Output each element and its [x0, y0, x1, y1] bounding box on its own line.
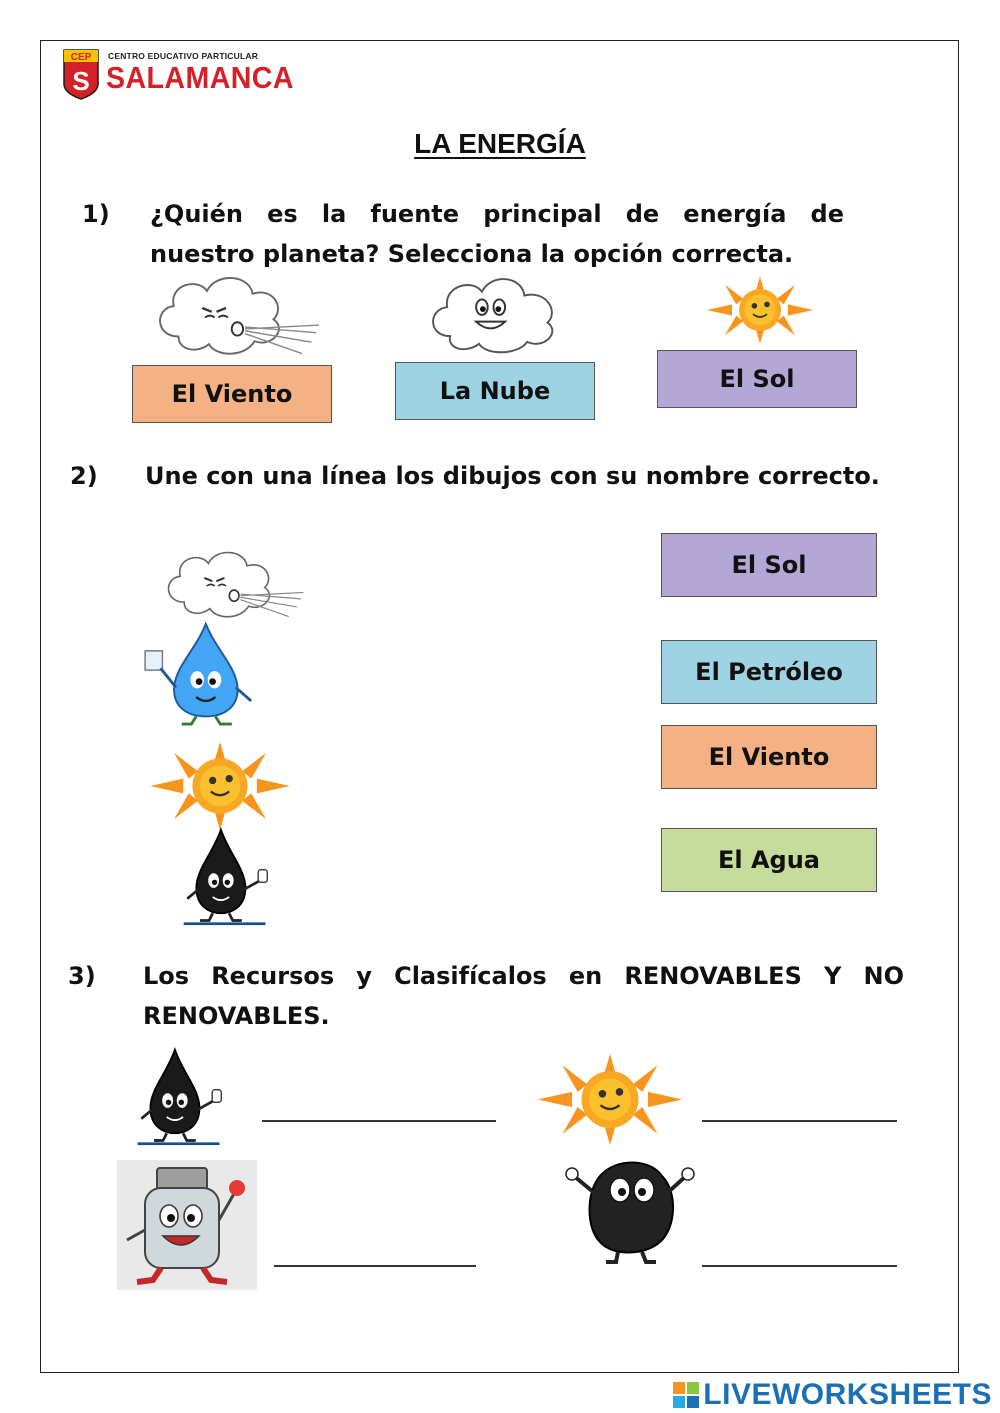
- q1-option-sol[interactable]: El Sol: [657, 350, 857, 408]
- answer-blank-sun[interactable]: [702, 1120, 897, 1122]
- answer-blank-oil[interactable]: [262, 1120, 496, 1122]
- liveworksheets-brand[interactable]: [673, 1378, 992, 1412]
- sun-icon: [530, 1052, 690, 1147]
- q2-label-viento[interactable]: El Viento: [661, 725, 877, 789]
- question-1-text: ¿Quién es la fuente principal de energía de nuestro planeta? Selecciona la opción correcta.: [150, 200, 844, 268]
- question-1: [82, 194, 844, 274]
- water-drop-icon: [142, 620, 260, 726]
- sun-icon: [140, 740, 300, 832]
- q1-option-viento[interactable]: El Viento: [132, 365, 332, 423]
- page-title: LA ENERGÍA: [414, 128, 586, 159]
- oil-drop-icon: [180, 826, 280, 926]
- question-2-text: Une con una línea los dibujos con su nombre correcto.: [145, 462, 880, 490]
- wind-cloud-icon: [148, 270, 323, 365]
- liveworksheets-logo-icon: [673, 1382, 699, 1408]
- q2-label-petroleo[interactable]: El Petróleo: [661, 640, 877, 704]
- q2-label-sol[interactable]: El Sol: [661, 533, 877, 597]
- coal-icon: [560, 1146, 700, 1266]
- liveworksheets-text: LIVEWORKSHEETS: [703, 1378, 992, 1411]
- school-shield-icon: [62, 48, 100, 100]
- answer-blank-coal[interactable]: [702, 1265, 897, 1267]
- sun-icon: [704, 272, 816, 348]
- gas-cylinder-icon: [117, 1160, 257, 1290]
- logo-badge-letter: S: [72, 66, 90, 96]
- logo-subtitle: CENTRO EDUCATIVO PARTICULAR: [108, 51, 259, 61]
- question-1-number: 1): [82, 200, 110, 228]
- page-title-wrap: [0, 128, 1000, 160]
- q1-option-nube[interactable]: La Nube: [395, 362, 595, 420]
- wind-cloud-icon: [160, 540, 305, 632]
- question-2-number: 2): [70, 462, 98, 490]
- answer-blank-gas[interactable]: [274, 1265, 476, 1267]
- question-3-number: 3): [68, 962, 96, 990]
- logo-name: SALAMANCA: [106, 60, 294, 95]
- cloud-icon: [426, 268, 561, 356]
- q2-label-agua[interactable]: El Agua: [661, 828, 877, 892]
- school-logo: [62, 48, 302, 104]
- question-3: [68, 956, 904, 1036]
- question-3-text: Los Recursos y Clasifícalos en RENOVABLES Y NO RENOVABLES.: [143, 962, 904, 1030]
- logo-badge-top: CEP: [70, 52, 92, 63]
- oil-drop-icon: [134, 1046, 234, 1146]
- question-2: [70, 456, 890, 536]
